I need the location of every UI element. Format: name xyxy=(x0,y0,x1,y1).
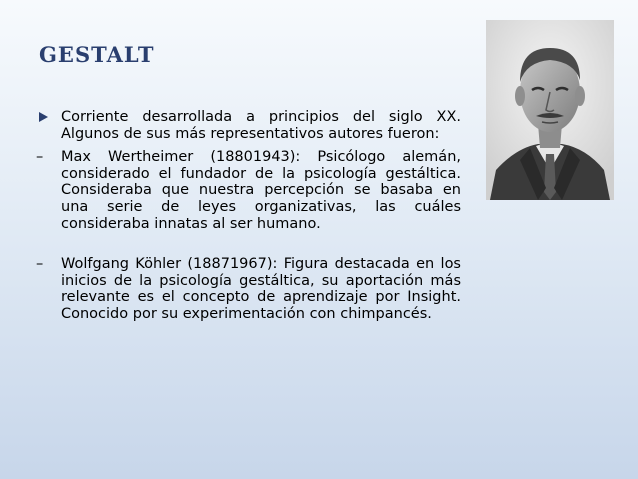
list-item xyxy=(36,149,461,232)
list-item xyxy=(36,256,461,322)
list-item-text: Max Wertheimer (18801943): Psicólogo alemán, considerado el fundador de la psicología gestáltica. Consideraba que nuestra percepción se basaba en una serie de leyes organizativas, las cuáles consideraba innatas al ser humano. xyxy=(61,149,461,232)
slide-title: GESTALT xyxy=(39,42,155,67)
portrait-illustration xyxy=(486,20,614,200)
portrait-photo xyxy=(486,20,614,200)
arrow-bullet-icon xyxy=(39,112,48,122)
list-item-text: Corriente desarrollada a principios del siglo XX. Algunos de sus más representativos autores fueron: xyxy=(61,109,461,142)
dash-marker: – xyxy=(36,256,44,273)
dash-marker: – xyxy=(36,149,44,166)
list-item xyxy=(39,109,461,142)
list-item-text: Wolfgang Köhler (18871967): Figura destacada en los inicios de la psicología gestáltica, su aportación más relevante es el concepto de aprendizaje por Insight. Conocido por su experimentación con chimpancés. xyxy=(61,256,461,322)
slide-body xyxy=(36,109,461,323)
